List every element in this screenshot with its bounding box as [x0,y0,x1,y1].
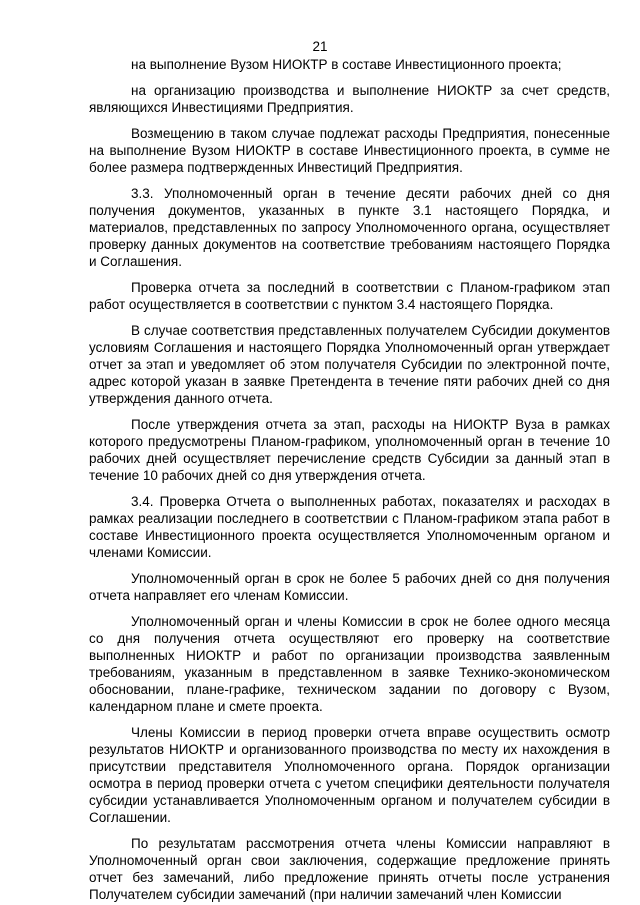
paragraph: После утверждения отчета за этап, расходы на НИОКТР Вуза в рамках которого предусмотрены Планом-графиком, уполномоченный орган в течение 10 рабочих дней осуществляет перечисление средств Субсидии за данный этап в течение 10 рабочих дней со дня утверждения отчета. [89,417,610,483]
paragraph: Члены Комиссии в период проверки отчета вправе осуществить осмотр результатов НИОКТР и организованного производства по месту их нахождения в присутствии представителя Уполномоченного органа. Порядок организации осмотра в период проверки отчета с учетом специфики деятельности получателя субсидии устанавливается Уполномоченным органом и получателем субсидии в Соглашении. [89,725,610,825]
paragraph: Возмещению в таком случае подлежат расходы Предприятия, понесенные на выполнение Вузом НИОКТР в составе Инвестиционного проекта, в сумме не более размера подтвержденных Инвестиций Предприятия. [89,126,610,175]
paragraph: Уполномоченный орган и члены Комиссии в срок не более одного месяца со дня получения отчета осуществляют его проверку на соответствие выполненных НИОКТР и работ по организации производства заявленным требованиям, указанным в представленном в заявке Технико-экономическом обосновании, плане-графике, техническом задании по договору с Вузом, календарном плане и смете проекта. [89,614,610,714]
paragraph: на выполнение Вузом НИОКТР в составе Инвестиционного проекта; [131,57,562,72]
paragraph: Проверка отчета за последний в соответствии с Планом-графиком этап работ осуществляется в соответствии с пунктом 3.4 настоящего Порядка. [89,280,610,312]
paragraph: Уполномоченный орган в срок не более 5 рабочих дней со дня получения отчета направляет его членам Комиссии. [89,571,610,603]
paragraph: По результатам рассмотрения отчета члены Комиссии направляют в Уполномоченный орган свои заключения, содержащие предложение принять отчет без замечаний, либо предложение принять отчеты после устранения Получателем субсидии замечаний (при наличии замечаний член Комиссии [89,836,610,902]
page-number: 21 [312,39,328,54]
paragraph: на организацию производства и выполнение НИОКТР за счет средств, являющихся Инвестициями Предприятия. [89,83,610,115]
paragraph: 3.4. Проверка Отчета о выполненных работах, показателях и расходах в рамках реализации последнего в соответствии с Планом-графиком этапа работ в составе Инвестиционного проекта осуществляется Уполномоченным органом и членами Комиссии. [89,494,610,560]
body-text [89,56,610,903]
paragraph: В случае соответствия представленных получателем Субсидии документов условиям Соглашения и настоящего Порядка Уполномоченный орган утверждает отчет за этап и уведомляет об этом получателя Субсидии по электронной почте, адрес которой указан в заявке Претендента в течение пяти рабочих дней со дня утверждения данного отчета. [89,323,610,406]
paragraph: 3.3. Уполномоченный орган в течение десяти рабочих дней со дня получения документов, указанных в пункте 3.1 настоящего Порядка, и материалов, представленных по запросу Уполномоченного органа, осуществляет проверку данных документов на соответствие требованиям настоящего Порядка и Соглашения. [89,186,610,269]
